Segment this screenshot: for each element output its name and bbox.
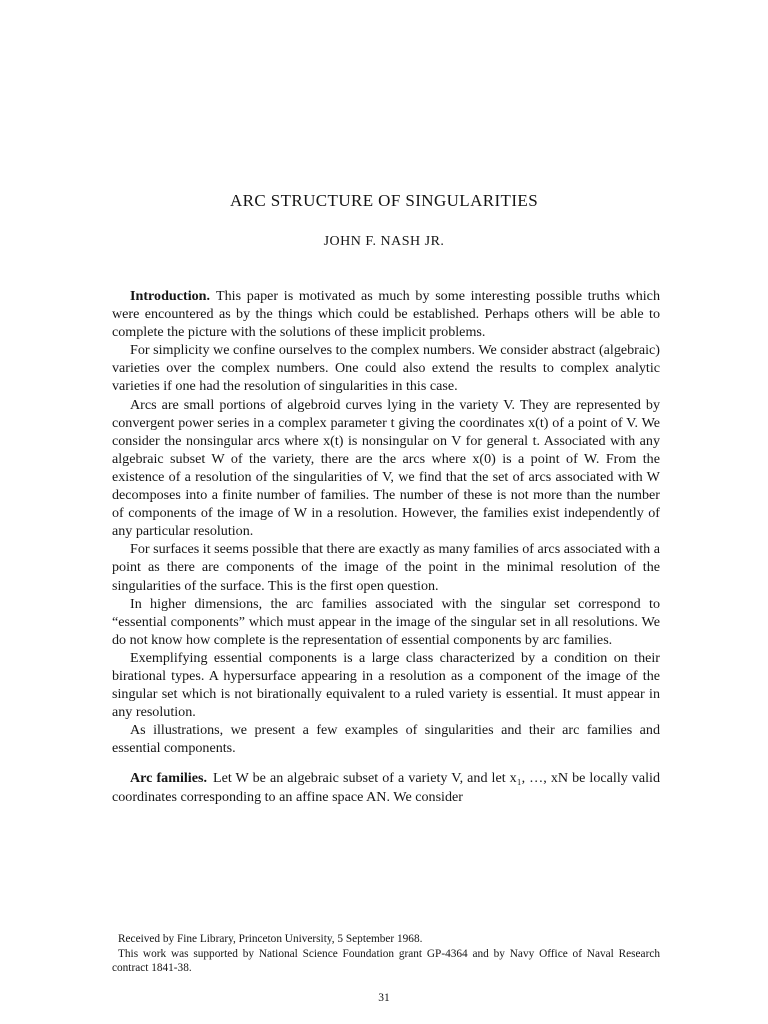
footnote-received: Received by Fine Library, Princeton University, 5 September 1968. (118, 933, 423, 945)
arc-families-paragraph-1 (112, 769, 660, 805)
intro-paragraph-2: For simplicity we confine ourselves to the complex numbers. We consider abstract (algebraic) varieties over the complex numbers. One could also extend the results to complex analytic varieties if one had the resolution of singularities in this case. (112, 342, 660, 395)
article-body (112, 287, 660, 806)
article-title: ARC STRUCTURE OF SINGULARITIES (229, 191, 539, 210)
footnotes (112, 932, 660, 976)
arc-families-text-1: Let W be an algebraic subset of a variety V, and let x₁, …, xN be locally valid coordinates corresponding to an affine space AN. We consider (112, 770, 660, 805)
footnote-support: This work was supported by National Science Foundation grant GP-4364 and by Navy Office of Naval Research contract 1841-38. (112, 947, 660, 974)
intro-paragraph-4: For surfaces it seems possible that there are exactly as many families of arcs associated with a point as there are components of the image of the point in the minimal resolution of the singularities of the surface. This is the first open question. (112, 541, 660, 594)
intro-text-1: This paper is motivated as much by some interesting possible truths which were encountered as by the things which could be established. Perhaps others will be able to complete the picture with the solutions of these implicit problems. (112, 288, 660, 341)
arc-families-heading: Arc families. (130, 770, 207, 787)
page-number: 31 (378, 992, 390, 1004)
intro-paragraph-7: As illustrations, we present a few examples of singularities and their arc families and essential components. (112, 722, 660, 757)
intro-paragraph-6: Exemplifying essential components is a large class characterized by a condition on their birational types. A hypersurface appearing in a resolution as a component of the image of the singular set which is not birationally equivalent to a ruled variety is essential. It must appear in any resolution. (112, 649, 660, 721)
intro-paragraph-1 (112, 287, 660, 341)
intro-paragraph-3: Arcs are small portions of algebroid curves lying in the variety V. They are represented by convergent power series in a complex parameter t giving the coordinates x(t) of a point of V. We consider the nonsingular arcs where x(t) is nonsingular on V for general t. Associated with any algebraic subset W of the variety, there are the arcs where x(0) is a point of W. From the existence of a resolution of the singularities of V, we find that the set of arcs associated with W decomposes into a finite number of families. The number of these is not more than the number of components of the image of W in a resolution. However, the families exist independently of any particular resolution. (112, 396, 660, 540)
intro-paragraph-5: In higher dimensions, the arc families associated with the singular set correspond to “essential components” which must appear in the image of the singular set in all resolutions. We do not know how complete is the representation of essential components by arc families. (112, 595, 660, 648)
article-author: JOHN F. NASH JR. (323, 234, 445, 249)
introduction-heading: Introduction. (130, 288, 211, 304)
